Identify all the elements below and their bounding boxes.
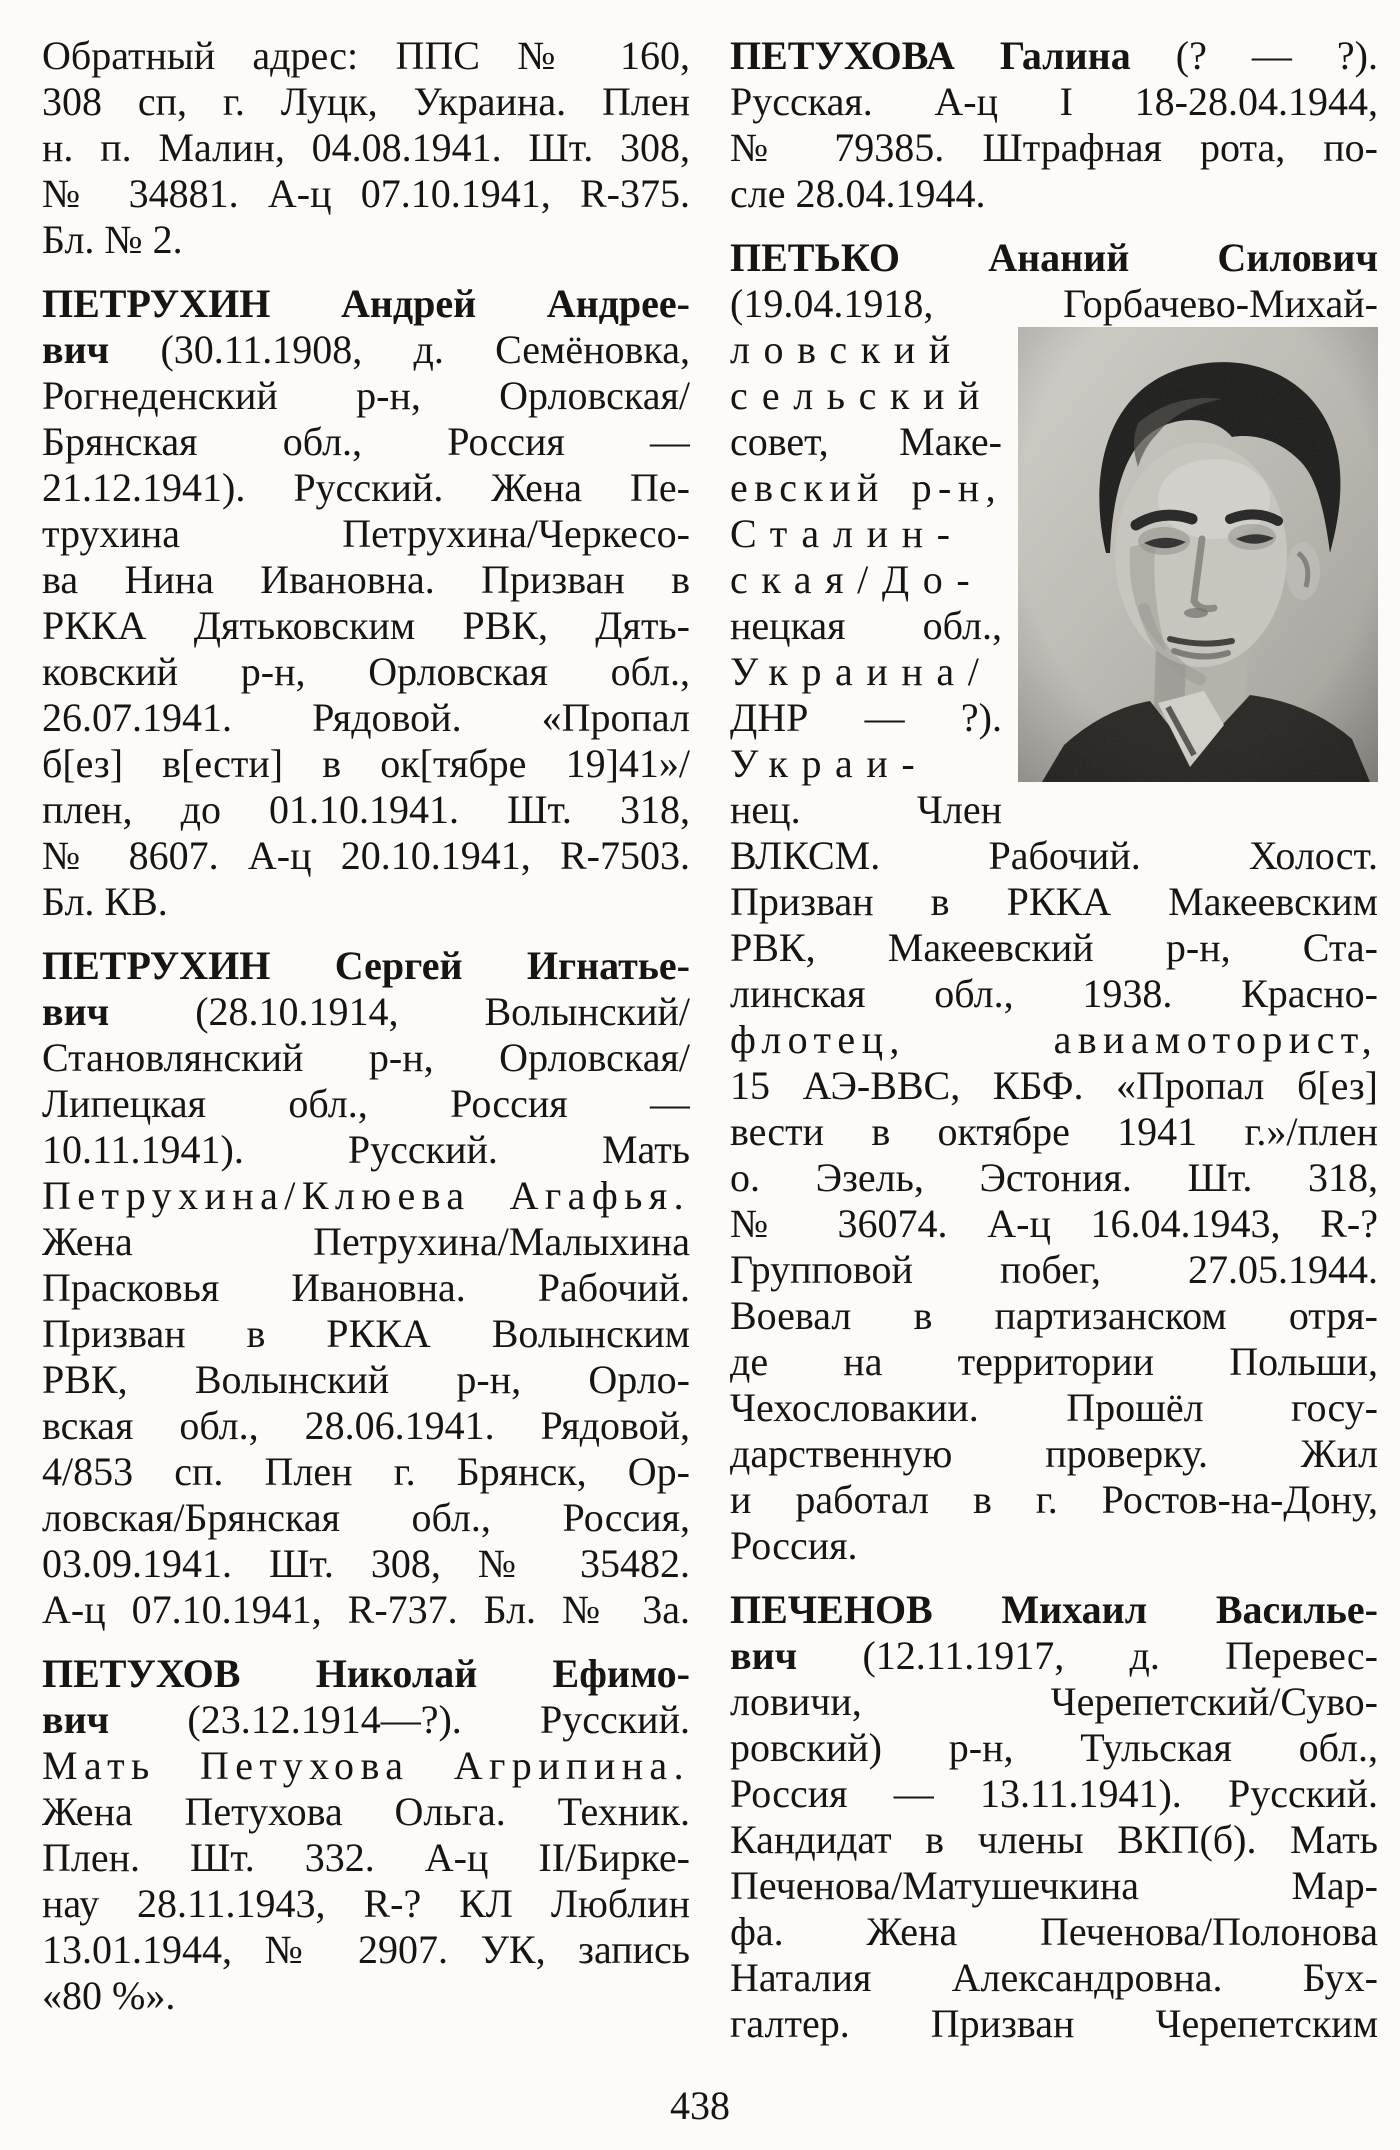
text-line: Кандидат в члены ВКП(б). Мать (730, 1817, 1378, 1862)
entry-surname-bold: вич (42, 1697, 110, 1742)
text-line: дарственную проверку. Жил (730, 1431, 1378, 1476)
text-line: ровский) р-н, Тульская обл., (730, 1725, 1378, 1770)
text-line: Мать Петухова Агрипина. (42, 1743, 690, 1788)
text-line: ловский (730, 327, 964, 372)
entry-surname-bold: ПЕТЬКО Ананий Силович (730, 235, 1378, 280)
entry-surname-bold: ПЕТРУХИН Сергей Игнатье- (42, 943, 690, 988)
text-line: ДНР — ?). (730, 695, 1002, 740)
text-line: Украи- (730, 741, 929, 786)
text-line: Петрухина/Клюева Агафья. (42, 1173, 690, 1218)
text-line (42, 1651, 690, 1697)
text-line: Плен. Шт. 332. А-ц II/Бирке- (42, 1835, 690, 1880)
entry-surname-bold: вич (42, 327, 110, 372)
text-line: вич (30.11.1908, д. Семёновка, (42, 327, 690, 372)
text-line: Сталин- (730, 511, 964, 556)
text-line: Бл. КВ. (42, 879, 168, 924)
text-line: Становлянский р-н, Орловская/ (42, 1035, 690, 1080)
text-line: Русская. А-ц I 18-28.04.1944, (730, 79, 1378, 124)
text-line: вич (28.10.1914, Волынский/ (42, 989, 690, 1034)
text-line: галтер. Призван Черепетским (730, 2001, 1378, 2046)
entry-petrukhin-andrey (42, 281, 690, 925)
text-line: Россия — 13.11.1941). Русский. (730, 1771, 1378, 1816)
text-line: № 34881. А-ц 07.10.1941, R-375. (42, 171, 690, 216)
text-line: ВЛКСМ. Рабочий. Холост. (730, 833, 1378, 878)
text-line: сле 28.04.1944. (730, 171, 986, 216)
text-line: № 36074. А-ц 16.04.1943, R-? (730, 1201, 1378, 1246)
text-line: нецкая обл., (730, 603, 1002, 648)
text-line: Призван в РККА Макеевским (730, 879, 1378, 924)
text-line: ская/До- (730, 557, 984, 602)
text-line: Жена Петухова Ольга. Техник. (42, 1789, 690, 1834)
entry-surname-bold: ПЕЧЕНОВ Михаил Василье- (730, 1587, 1378, 1632)
text-line: 308 сп, г. Луцк, Украина. Плен (42, 79, 690, 124)
text-line: РВК, Макеевский р-н, Ста- (730, 925, 1378, 970)
text-line: 26.07.1941. Рядовой. «Пропал (42, 695, 690, 740)
entry-surname-bold: вич (730, 1633, 798, 1678)
entry-surname-bold: вич (42, 989, 110, 1034)
text-line: Липецкая обл., Россия — (42, 1081, 690, 1126)
text-line: 15 АЭ-ВВС, КБФ. «Пропал б[ез] (730, 1063, 1378, 1108)
text-line: вская обл., 28.06.1941. Рядовой, (42, 1403, 690, 1448)
entry-surname-bold: ПЕТУХОВА Галина (730, 33, 1131, 78)
text-line: 21.12.1941). Русский. Жена Пе- (42, 465, 690, 510)
text-line: Групповой побег, 27.05.1944. (730, 1247, 1378, 1292)
text-line: А-ц 07.10.1941, R-737. Бл. № 3а. (42, 1587, 690, 1632)
text-line: Печенова/Матушечкина Мар- (730, 1863, 1378, 1908)
text-line: ковский р-н, Орловская обл., (42, 649, 690, 694)
text-line: РККА Дятьковским РВК, Дять- (42, 603, 690, 648)
entry-surname-bold: ПЕТРУХИН Андрей Андрее- (42, 281, 690, 326)
text-line: флотец, авиамоторист, (730, 1017, 1378, 1062)
text-line: «80 %». (42, 1973, 176, 2018)
right-column (730, 33, 1378, 2047)
text-line: вести в октябре 1941 г.»/плен (730, 1109, 1378, 1154)
page-number: 438 (670, 2083, 730, 2128)
text-line: Россия. (730, 1523, 858, 1568)
left-column (42, 33, 690, 2019)
text-line: ловская/Брянская обл., Россия, (42, 1495, 690, 1540)
text-line: фа. Жена Печенова/Полонова (730, 1909, 1378, 1954)
text-line: о. Эзель, Эстония. Шт. 318, (730, 1155, 1378, 1200)
text-line (730, 235, 1378, 281)
text-line: РВК, Волынский р-н, Орло- (42, 1357, 690, 1402)
text-line: вич (23.12.1914—?). Русский. (42, 1697, 690, 1742)
photo-grain (1018, 327, 1378, 782)
text-line: Брянская обл., Россия — (42, 419, 690, 464)
text-line: Бл. № 2. (42, 217, 183, 262)
text-line: Воевал в партизанском отря- (730, 1293, 1378, 1338)
text-line: нец. Член (730, 787, 1002, 832)
text-line (42, 943, 690, 989)
text-line: Прасковья Ивановна. Рабочий. (42, 1265, 690, 1310)
entry-continuation-address (42, 33, 690, 263)
text-line: 4/853 сп. Плен г. Брянск, Ор- (42, 1449, 690, 1494)
entry-petrukhin-sergey (42, 943, 690, 1633)
text-line: совет, Маке- (730, 419, 1002, 464)
text-line: Призван в РККА Волынским (42, 1311, 690, 1356)
text-line: линская обл., 1938. Красно- (730, 971, 1378, 1016)
portrait-photo (1018, 327, 1378, 782)
entry-petukhov-nikolay (42, 1651, 690, 2019)
entry-petukhova-galina (730, 33, 1378, 217)
text-line: 03.09.1941. Шт. 308, № 35482. (42, 1541, 690, 1586)
text-line: нау 28.11.1943, R-? КЛ Люблин (42, 1881, 690, 1926)
text-line: б[ез] в[ести] в ок[тябре 19]41»/ (42, 741, 690, 786)
text-line: трухина Петрухина/Черкесо- (42, 511, 690, 556)
text-line: Обратный адрес: ППС № 160, (42, 33, 690, 78)
text-line: № 8607. А-ц 20.10.1941, R-7503. (42, 833, 690, 878)
entry-pechenov-mikhail (730, 1587, 1378, 2047)
text-line (42, 281, 690, 327)
text-line: ПЕТУХОВА Галина (? — ?). (730, 33, 1378, 78)
text-line: Чехословакии. Прошёл госу- (730, 1385, 1378, 1430)
text-line: Рогнеденский р-н, Орловская/ (42, 373, 690, 418)
text-line: (19.04.1918, Горбачево-Михай- (730, 281, 1378, 326)
text-line: ва Нина Ивановна. Призван в (42, 557, 690, 602)
text-line: де на территории Польши, (730, 1339, 1378, 1384)
portrait-photo-image (1018, 327, 1378, 782)
text-line: вич (12.11.1917, д. Перевес- (730, 1633, 1378, 1678)
text-line: Наталия Александровна. Бух- (730, 1955, 1378, 2000)
entry-petko-ananiy (730, 235, 1378, 1569)
text-line: Украина/ (730, 649, 993, 694)
text-line: н. п. Малин, 04.08.1941. Шт. 308, (42, 125, 690, 170)
text-line: плен, до 01.10.1941. Шт. 318, (42, 787, 690, 832)
text-line (730, 1587, 1378, 1633)
text-line: сельский (730, 373, 993, 418)
text-line: и работал в г. Ростов-на-Дону, (730, 1477, 1378, 1522)
text-line: № 79385. Штрафная рота, по- (730, 125, 1378, 170)
entry-surname-bold: ПЕТУХОВ Николай Ефимо- (42, 1651, 690, 1696)
text-line: 10.11.1941). Русский. Мать (42, 1127, 690, 1172)
text-line: евский р-н, (730, 465, 1002, 510)
text-line: ловичи, Черепетский/Суво- (730, 1679, 1378, 1724)
text-line: Жена Петрухина/Малыхина (42, 1219, 690, 1264)
text-line: 13.01.1944, № 2907. УК, запись (42, 1927, 690, 1972)
